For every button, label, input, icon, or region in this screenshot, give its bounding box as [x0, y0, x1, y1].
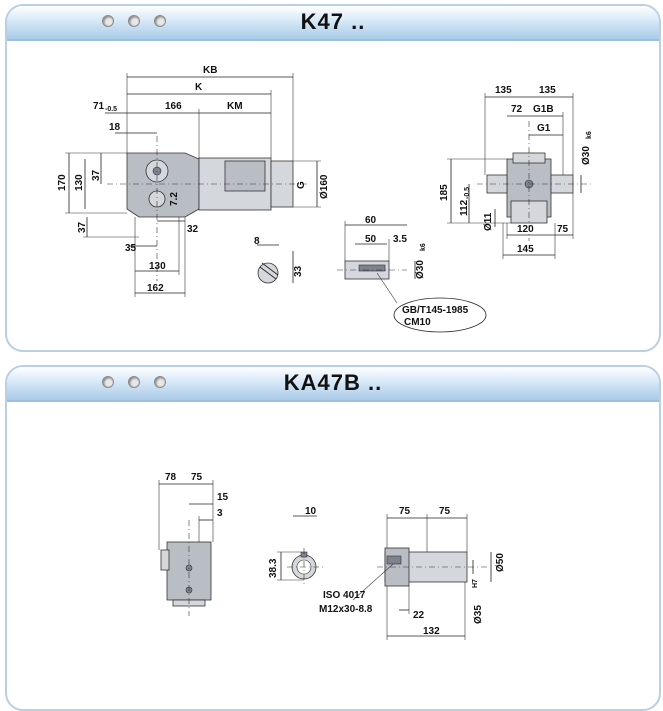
- dim-g: G: [296, 181, 307, 189]
- dim-132: 132: [423, 626, 440, 637]
- dim-32: 32: [187, 224, 199, 235]
- dim-75: 75: [191, 472, 203, 483]
- dim-11: Ø11: [483, 212, 494, 231]
- dim-37-a: 37: [91, 169, 102, 181]
- dim-35: Ø35: [473, 605, 484, 624]
- dim-g1: G1: [537, 123, 551, 134]
- hollow-shaft-view: [319, 506, 506, 640]
- panel-header: [7, 6, 659, 41]
- dim-22: 22: [413, 610, 425, 621]
- dim-185: 185: [439, 184, 450, 201]
- dim-130-b: 130: [149, 261, 166, 272]
- hub-section: [268, 506, 323, 586]
- dim-30-out-tol: k6: [586, 131, 593, 139]
- dim-35-tol: H7: [472, 579, 479, 588]
- dim-71-tol: -0.5: [105, 106, 118, 113]
- dim-g1b: G1B: [533, 104, 554, 115]
- dim-75: 75: [557, 224, 569, 235]
- retaining-bolt: [387, 556, 401, 564]
- dim-30-tol: k6: [420, 243, 427, 251]
- dim-75-a: 75: [399, 506, 411, 517]
- dim-k: K: [195, 82, 203, 93]
- dim-7-2: 7.2: [169, 192, 180, 206]
- dim-72: 72: [511, 104, 523, 115]
- key-section: [254, 236, 304, 283]
- dim-35: 35: [125, 243, 137, 254]
- flange-view: [159, 472, 229, 616]
- dim-112: 112: [459, 199, 470, 216]
- dim-78: 78: [165, 472, 177, 483]
- dim-37-b: 37: [77, 221, 88, 233]
- front-view: [439, 85, 593, 259]
- k47-panel: [5, 4, 661, 352]
- dim-145: 145: [517, 244, 534, 255]
- dim-160: Ø160: [319, 174, 330, 199]
- dim-162: 162: [147, 283, 164, 294]
- dim-166: 166: [165, 101, 182, 112]
- dim-km: KM: [227, 101, 243, 112]
- dim-38-3: 38.3: [268, 558, 279, 578]
- dim-71: 71: [93, 101, 105, 112]
- dim-135-b: 135: [539, 85, 556, 96]
- ka47b-drawing: [7, 402, 659, 709]
- side-view: [57, 65, 330, 297]
- dim-30-out: Ø30: [581, 146, 592, 165]
- callout-iso-standard: ISO 4017: [323, 590, 366, 601]
- dim-15: 15: [217, 492, 229, 503]
- dim-33: 33: [293, 265, 304, 277]
- dim-170: 170: [57, 174, 68, 191]
- dim-30: Ø30: [415, 260, 426, 279]
- k47-drawing: [7, 41, 659, 350]
- dim-60: 60: [365, 215, 377, 226]
- dim-3-5: 3.5: [393, 234, 407, 245]
- panel-title: KA47B ..: [283, 370, 383, 395]
- dim-10: 10: [305, 506, 317, 517]
- callout-standard: GB/T145-1985: [402, 305, 469, 316]
- dim-8: 8: [254, 236, 260, 247]
- dim-112-tol: -0.5: [464, 186, 471, 199]
- dim-50: 50: [365, 234, 377, 245]
- side-boss: [161, 550, 169, 570]
- terminal-box: [225, 161, 265, 191]
- panel-title: K47 ..: [300, 9, 366, 34]
- dim-50: Ø50: [495, 553, 506, 572]
- callout-bolt-spec: M12x30-8.8: [319, 604, 373, 615]
- dim-18: 18: [109, 122, 121, 133]
- dim-135-a: 135: [495, 85, 512, 96]
- dim-130: 130: [74, 174, 85, 191]
- callout-center-hole: CM10: [404, 317, 431, 328]
- panel-header: [7, 367, 659, 402]
- dim-120: 120: [517, 224, 534, 235]
- dim-kb: KB: [203, 65, 218, 76]
- dim-75-b: 75: [439, 506, 451, 517]
- ka47b-panel: [5, 365, 661, 711]
- dim-3: 3: [217, 508, 223, 519]
- shaft-end-view: [337, 215, 486, 332]
